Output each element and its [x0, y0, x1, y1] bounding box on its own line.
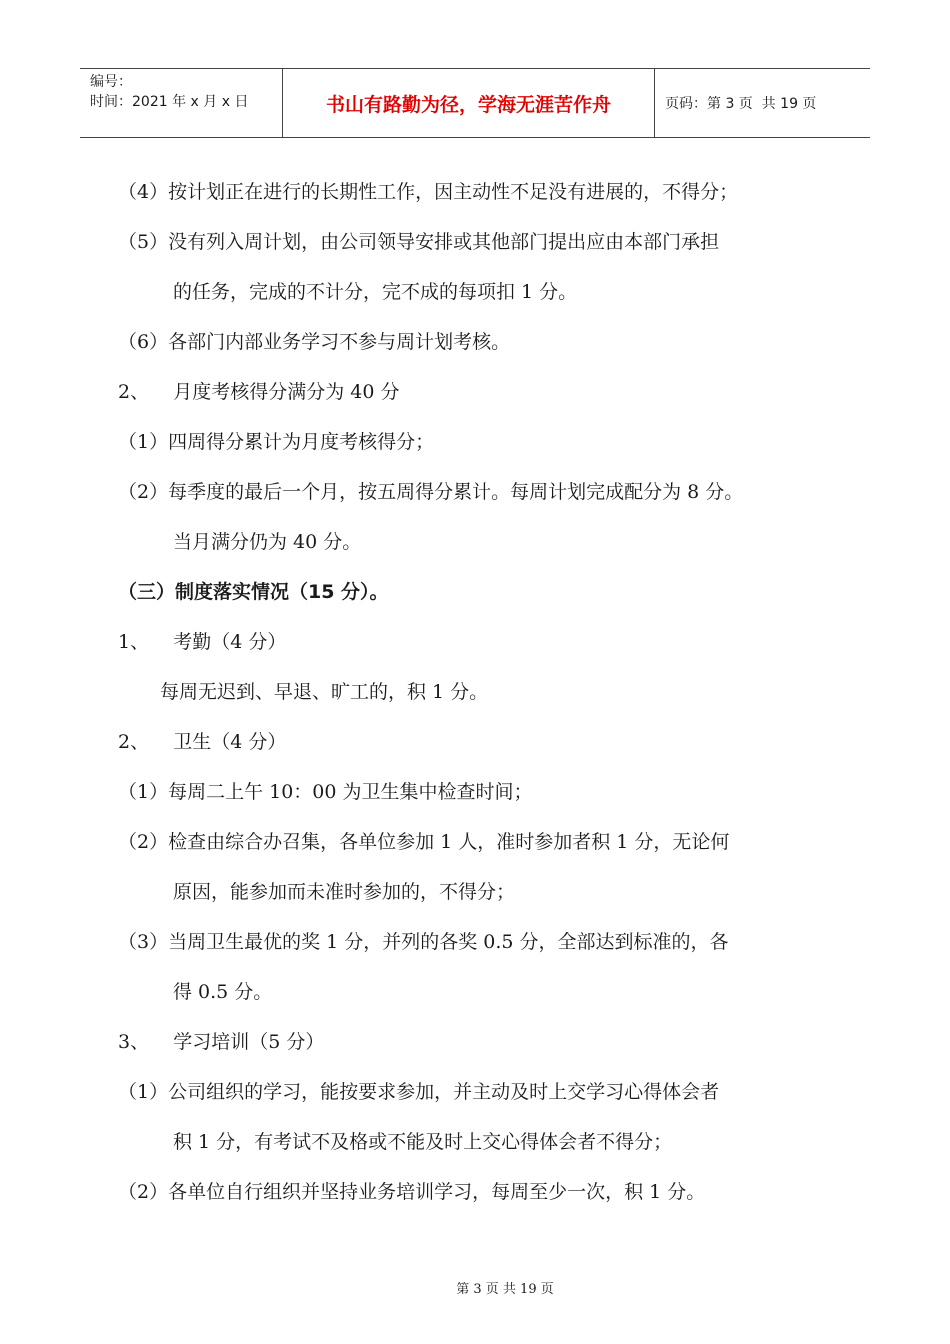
time-line: 时间：2021 年 x 月 x 日 [90, 94, 249, 110]
section-heading: 2、 月度考核得分满分为 40 分 [118, 381, 400, 403]
body-line: 每周无迟到、早退、旷工的，积 1 分。 [160, 681, 489, 703]
body-line: （5）没有列入周计划，由公司领导安排或其他部门提出应由本部门承担 [118, 231, 720, 253]
body-line: 原因，能参加而未准时参加的，不得分； [173, 881, 516, 903]
footer-page-number: 第 3 页 共 19 页 [456, 1282, 554, 1297]
body-line: （2）检查由综合办召集，各单位参加 1 人，准时参加者积 1 分，无论何 [118, 831, 730, 853]
body-line: 得 0.5 分。 [173, 981, 273, 1003]
body-line: （1）四周得分累计为月度考核得分； [118, 431, 435, 453]
page-header [80, 68, 870, 138]
body-line: （2）每季度的最后一个月，按五周得分累计。每周计划完成配分为 8 分。 [118, 481, 744, 503]
body-line: （1）每周二上午 10：00 为卫生集中检查时间； [118, 781, 533, 803]
header-page-info [655, 69, 870, 137]
body-line: 当月满分仍为 40 分。 [173, 531, 362, 553]
section-heading: 3、 学习培训（5 分） [118, 1031, 325, 1053]
body-line: （3）当周卫生最优的奖 1 分，并列的各奖 0.5 分，全部达到标准的，各 [118, 931, 729, 953]
body-line: 的任务，完成的不计分，完不成的每项扣 1 分。 [173, 281, 578, 303]
body-line: （2）各单位自行组织并坚持业务培训学习，每周至少一次，积 1 分。 [118, 1181, 706, 1203]
body-line: （6）各部门内部业务学习不参与周计划考核。 [118, 331, 511, 353]
page-footer [0, 1278, 950, 1297]
chapter-heading: （三）制度落实情况（15 分）。 [118, 581, 389, 603]
body-line: 积 1 分，有考试不及格或不能及时上交心得体会者不得分； [173, 1131, 673, 1153]
motto-text: 书山有路勤为径，学海无涯苦作舟 [325, 93, 611, 116]
header-motto [282, 69, 655, 137]
section-heading: 2、 卫生（4 分） [118, 731, 287, 753]
header-meta [80, 69, 282, 137]
body-line: （1）公司组织的学习，能按要求参加，并主动及时上交学习心得体会者 [118, 1081, 720, 1103]
section-heading: 1、 考勤（4 分） [118, 631, 287, 653]
body-line: （4）按计划正在进行的长期性工作，因主动性不足没有进展的，不得分； [118, 181, 739, 203]
page-info-text: 页码：第 3 页 共 19 页 [665, 96, 817, 112]
code-label: 编号： [90, 74, 132, 90]
